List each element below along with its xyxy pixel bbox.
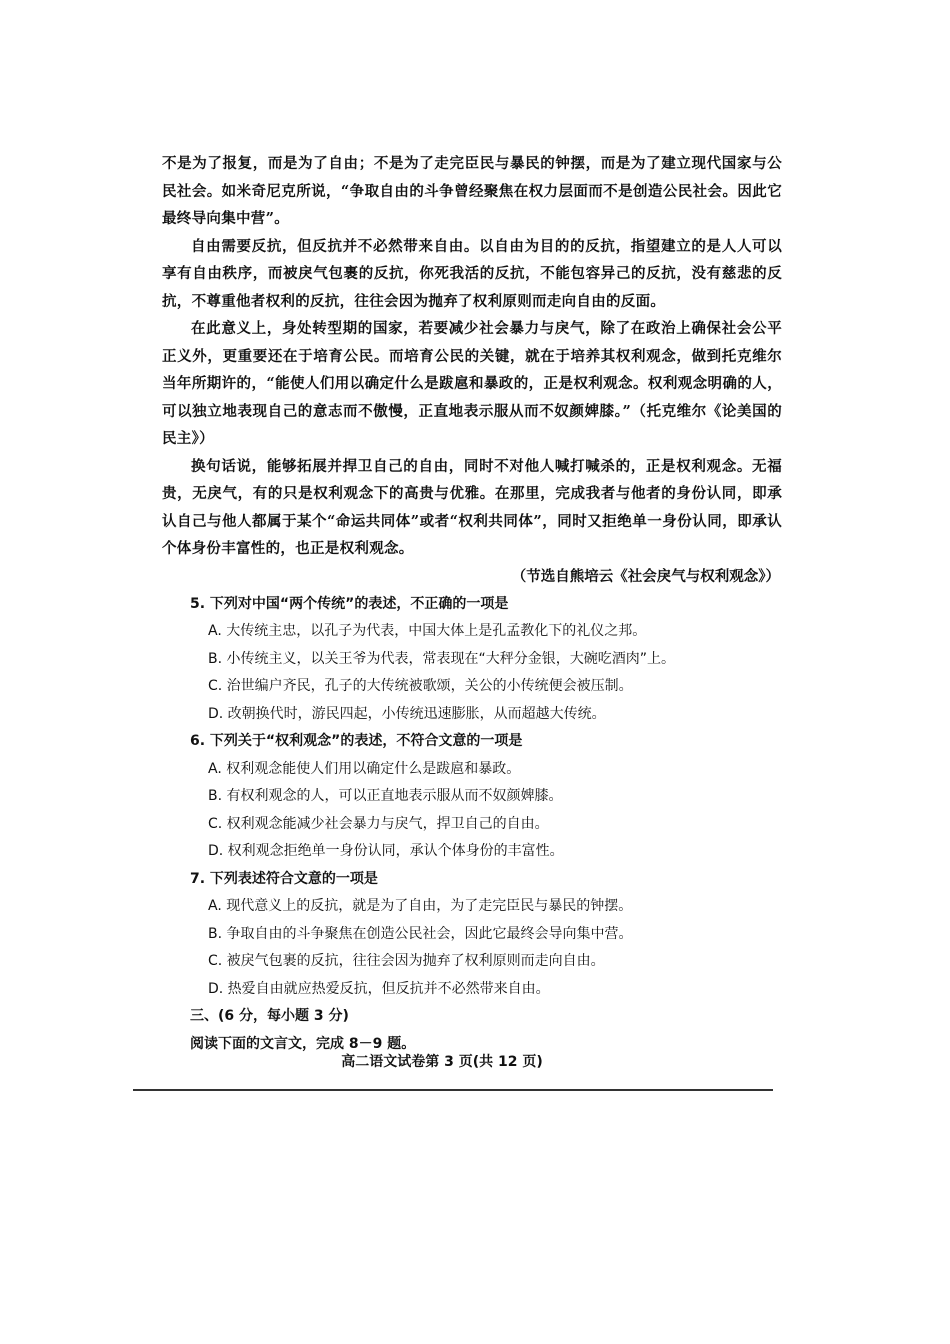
option-c: C. 治世编户齐民，孔子的大传统被歌颂，关公的小传统便会被压制。 [208,678,633,694]
option-d: D. 改朝换代时，游民四起，小传统迅速膨胀，从而超越大传统。 [208,705,606,722]
passage-paragraph: 在此意义上，身处转型期的国家，若要减少社会暴力与戾气，除了在政治上确保社会公平正义外，更重要还在于培育公民。而培育公民的关键，就在于培养其权利观念，做到托克维尔当年所期许的，“能使人们用以确定什么是跋扈和暴政的，正是权利观念。权利观念明确的人，可以独立地表现自己的意志而不傲慢，正直地表示服从而不奴颜婢膝。”（托克维尔《论美国的民主》） [162,320,782,447]
passage-paragraph: 换句话说，能够拓展并捍卫自己的自由，同时不对他人喊打喊杀的，正是权利观念。无福贵，无戾气，有的只是权利观念下的高贵与优雅。在那里，完成我者与他者的身份认同，即承认自己与他人都属于某个“命运共同体”或者“权利共同体”，同时又拒绝单一身份认同，即承认个体身份丰富性的，也正是权利观念。 [162,457,782,557]
footer-divider [133,1089,773,1091]
passage-paragraph: 不是为了报复，而是为了自由；不是为了走完臣民与暴民的钟摆，而是为了建立现代国家与公民社会。如米奇尼克所说，“争取自由的斗争曾经聚焦在权力层面而不是创造公民社会。因此它最终导向集中营”。 [162,155,782,227]
option-b: B. 有权利观念的人，可以正直地表示服从而不奴颜婢膝。 [208,788,563,804]
option-a: A. 现代意义上的反抗，就是为了自由，为了走完臣民与暴民的钟摆。 [208,898,633,914]
option-c: C. 被戾气包裹的反抗，往往会因为抛弃了权利原则而走向自由。 [208,953,605,969]
question-stem: 5. 下列对中国“两个传统”的表述，不正确的一项是 [190,595,509,612]
exam-page [162,150,782,1058]
question-7 [162,866,782,1004]
option-d: D. 权利观念拒绝单一身份认同，承认个体身份的丰富性。 [208,843,564,859]
option-b: B. 争取自由的斗争聚焦在创造公民社会，因此它最终会导向集中营。 [208,925,633,942]
section-instruction: 阅读下面的文言文，完成 8－9 题。 [190,1035,416,1052]
question-stem: 7. 下列表述符合文意的一项是 [190,870,378,887]
passage-paragraph: 自由需要反抗，但反抗并不必然带来自由。以自由为目的的反抗，指望建立的是人人可以享有自由秩序，而被戾气包裹的反抗，你死我活的反抗，不能包容异己的反抗，没有慈悲的反抗，不尊重他者权利的反抗，往往会因为抛弃了权利原则而走向自由的反面。 [162,237,782,310]
passage-source: （节选自熊培云《社会戾气与权利观念》） [511,567,780,585]
option-a: A. 大传统主忠，以孔子为代表，中国大体上是孔孟教化下的礼仪之邦。 [208,623,647,639]
question-5 [162,591,782,729]
option-d: D. 热爱自由就应热爱反抗，但反抗并不必然带来自由。 [208,980,550,997]
page-footer: 高二语文试卷第 3 页(共 12 页) [341,1054,543,1070]
section-heading: 三、(6 分，每小题 3 分) [190,1008,349,1024]
option-b: B. 小传统主义，以关王爷为代表，常表现在“大秤分金银，大碗吃酒肉”上。 [208,650,676,667]
option-c: C. 权利观念能减少社会暴力与戾气，捍卫自己的自由。 [208,815,549,832]
question-6 [162,728,782,866]
question-stem: 6. 下列关于“权利观念”的表述，不符合文意的一项是 [190,733,523,749]
option-a: A. 权利观念能使人们用以确定什么是跋扈和暴政。 [208,760,521,777]
